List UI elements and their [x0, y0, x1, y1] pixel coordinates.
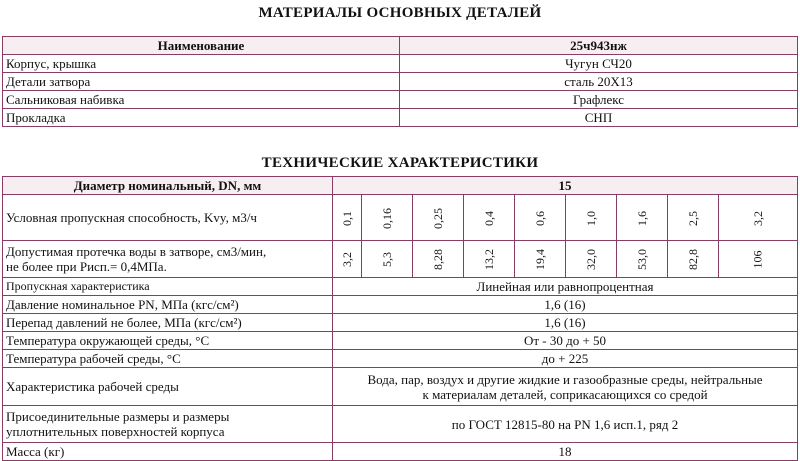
table-row — [3, 443, 798, 461]
table-row — [3, 314, 798, 332]
materials-title: МАТЕРИАЛЫ ОСНОВНЫХ ДЕТАЛЕЙ — [258, 5, 542, 21]
medium-value-line: Вода, пар, воздух и другие жидкие и газообразные среды, нейтральные — [367, 371, 763, 387]
material-value: Графлекс — [400, 91, 798, 109]
table-row — [3, 406, 798, 443]
table-row — [3, 109, 798, 127]
connect-label-line: уплотнительных поверхностей корпуса — [6, 424, 225, 439]
leak-value: 3,2 — [333, 241, 362, 278]
dn-value: 15 — [333, 177, 798, 195]
leak-label-line: не более при Рисп.= 0,4МПа. — [6, 259, 167, 274]
leak-value: 82,8 — [668, 241, 719, 278]
material-part: Детали затвора — [3, 73, 400, 91]
materials-table — [2, 36, 798, 127]
table-row — [3, 73, 798, 91]
kvy-value: 0,25 — [413, 195, 464, 241]
leak-value: 8,28 — [413, 241, 464, 278]
tech-title: ТЕХНИЧЕСКИЕ ХАРАКТЕРИСТИКИ — [261, 155, 539, 171]
leak-value: 32,0 — [566, 241, 617, 278]
dn-label: Диаметр номинальный, DN, мм — [3, 177, 333, 195]
flow-char-label: Пропускная характеристика — [3, 278, 333, 296]
table-row — [3, 368, 798, 406]
leak-row — [3, 241, 798, 278]
kvy-value: 3,2 — [719, 195, 798, 241]
table-row — [3, 55, 798, 73]
leak-value: 106 — [719, 241, 798, 278]
medium-value-line: к материалам деталей, соприкасающихся со средой — [422, 386, 708, 402]
mass-label: Масса (кг) — [3, 443, 333, 461]
material-value: СНП — [400, 109, 798, 127]
material-value: сталь 20Х13 — [400, 73, 798, 91]
dp-label: Перепад давлений не более, МПа (кгс/см²) — [3, 314, 333, 332]
medium-temp-value: до + 225 — [333, 350, 798, 368]
kvy-value: 0,4 — [464, 195, 515, 241]
medium-temp-label: Температура рабочей среды, °С — [3, 350, 333, 368]
connect-value: по ГОСТ 12815-80 на PN 1,6 исп.1, ряд 2 — [333, 406, 798, 443]
table-header-row — [3, 37, 798, 55]
mass-value: 18 — [333, 443, 798, 461]
material-value: Чугун СЧ20 — [400, 55, 798, 73]
kvy-row — [3, 195, 798, 241]
table-row — [3, 91, 798, 109]
table-row — [3, 278, 798, 296]
medium-label: Характеристика рабочей среды — [3, 368, 333, 406]
table-row — [3, 332, 798, 350]
leak-label-line: Допустимая протечка воды в затворе, см3/мин, — [6, 244, 267, 259]
kvy-value: 1,0 — [566, 195, 617, 241]
pn-label: Давление номинальное PN, МПа (кгс/см²) — [3, 296, 333, 314]
leak-value: 53,0 — [617, 241, 668, 278]
dp-value: 1,6 (16) — [333, 314, 798, 332]
ambient-temp-label: Температура окружающей среды, °С — [3, 332, 333, 350]
material-part: Сальниковая набивка — [3, 91, 400, 109]
leak-value: 5,3 — [362, 241, 413, 278]
kvy-value: 0,16 — [362, 195, 413, 241]
flow-char-value: Линейная или равнопроцентная — [333, 278, 798, 296]
kvy-value: 2,5 — [668, 195, 719, 241]
ambient-temp-value: От - 30 до + 50 — [333, 332, 798, 350]
header-model: 25ч943нж — [400, 37, 798, 55]
connect-label-line: Присоединительные размеры и размеры — [6, 409, 230, 424]
leak-label — [3, 241, 333, 278]
material-part: Корпус, крышка — [3, 55, 400, 73]
tech-table — [2, 176, 798, 461]
kvy-value: 0,6 — [515, 195, 566, 241]
material-part: Прокладка — [3, 109, 400, 127]
leak-value: 19,4 — [515, 241, 566, 278]
leak-value: 13,2 — [464, 241, 515, 278]
pn-value: 1,6 (16) — [333, 296, 798, 314]
medium-value — [333, 368, 798, 406]
table-header-row — [3, 177, 798, 195]
connect-label — [3, 406, 333, 443]
kvy-value: 0,1 — [333, 195, 362, 241]
header-name: Наименование — [3, 37, 400, 55]
table-row — [3, 296, 798, 314]
kvy-label: Условная пропускная способность, Kvy, м3/ч — [3, 195, 333, 241]
kvy-value: 1,6 — [617, 195, 668, 241]
table-row — [3, 350, 798, 368]
